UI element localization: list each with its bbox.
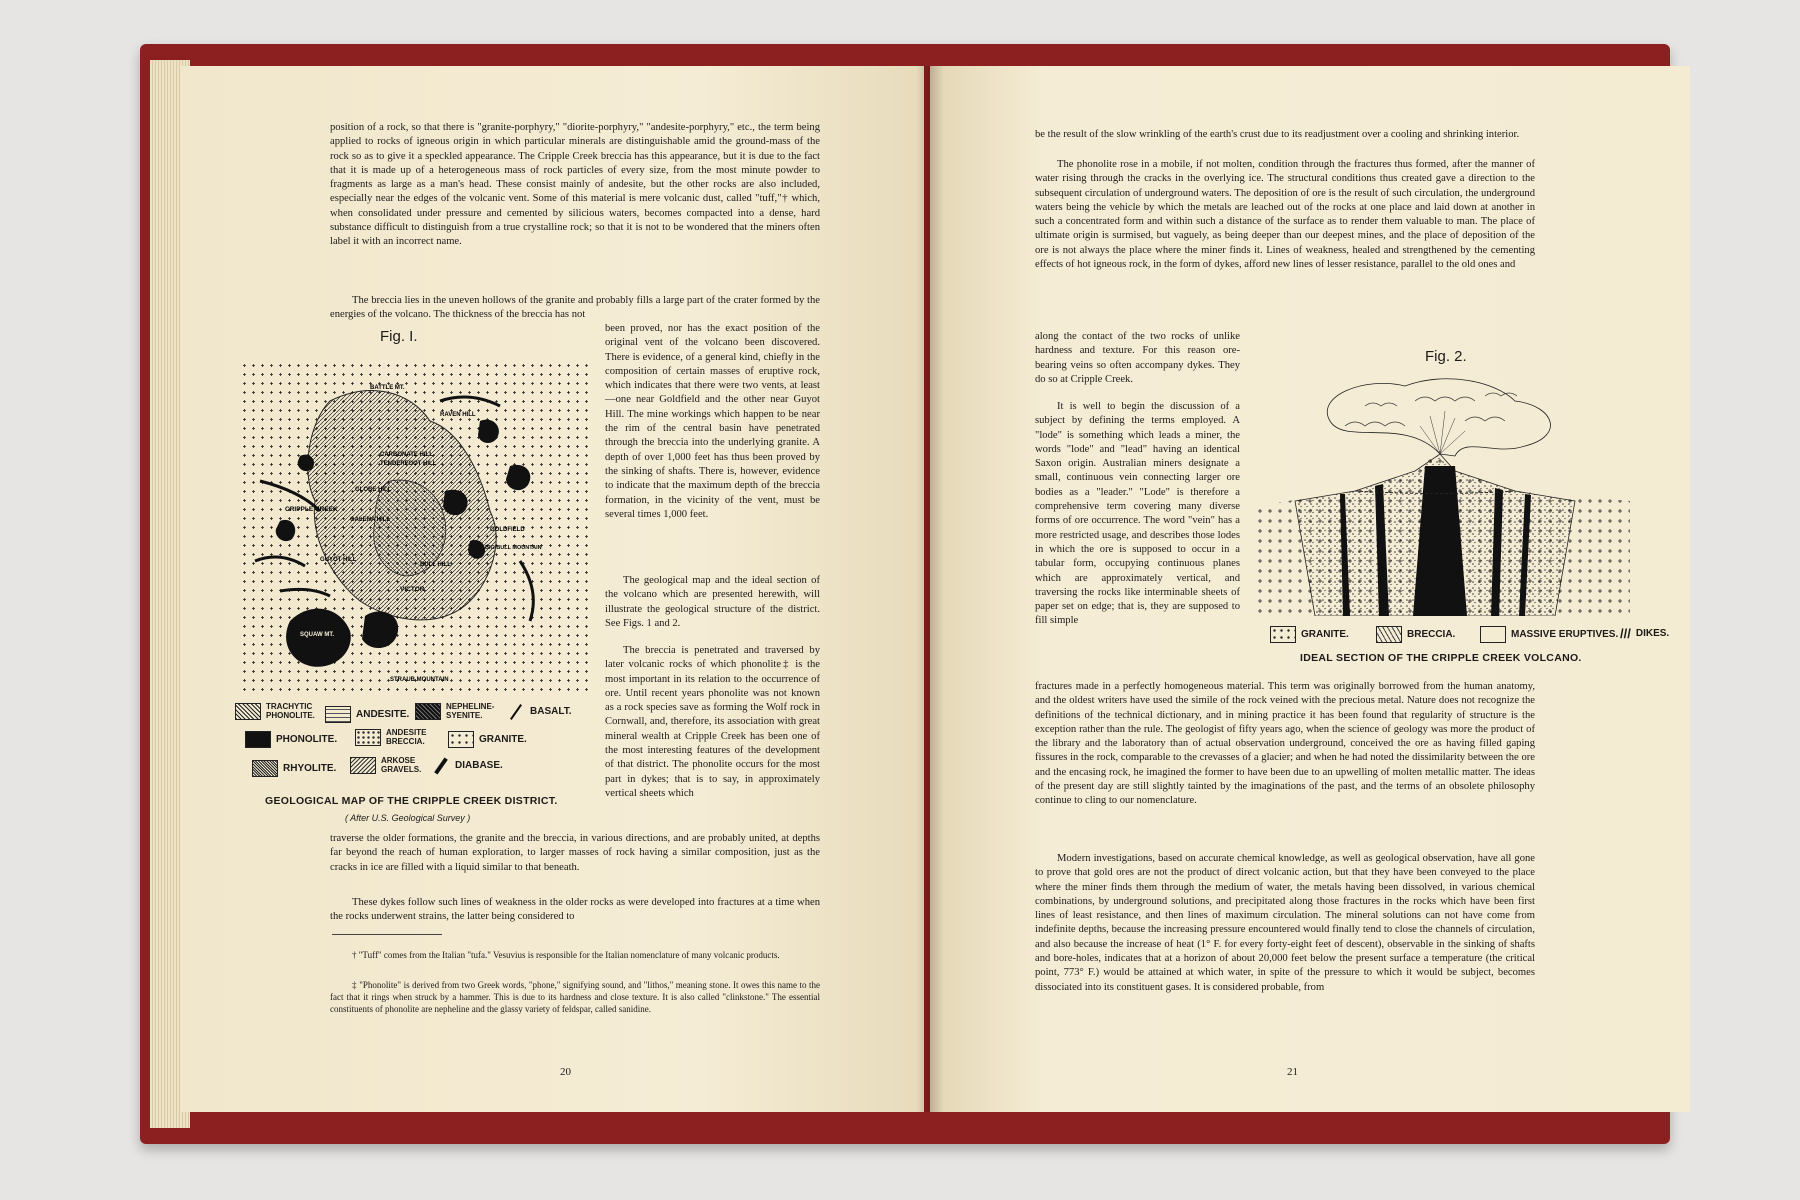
- map-label-straub: STRAUB MOUNTAIN: [390, 677, 449, 683]
- left-col-text-2: The geological map and the ideal section of the volcano which are presented herewith, will illustrate the geological structure of the district. See Figs. 1 and 2.: [605, 575, 820, 629]
- legend-andesite: ANDESITE.: [325, 706, 409, 723]
- fig2-caption: IDEAL SECTION OF THE CRIPPLE CREEK VOLCANO.: [1300, 652, 1582, 664]
- map-label-cripple-creek: CRIPPLE CREEK: [285, 506, 338, 513]
- legend-andesite-breccia: ANDESITE BRECCIA.: [355, 728, 434, 746]
- right-para-after: fractures made in a perfectly homogeneous material. This term was originally borrowed from the human anatomy, and the oldest writers have used the simile of the rock veined with the precious metal. Nature does not recognize the definitions of the technical dictionary, and in mining practice it has been found that regularity of structure is the exception rather than the rule. The geologist of fifty years ago, when the science of geology was more the product of the library and the laboratory than of actual observation underground, conceived the ore as having filled gaping fissures in the rock, comparable to the crevasses of a glacier; and when he had noted the dissimilarity between the ore and the encasing rock, he imagined the former to have been due to an upwelling of molten metallic matter. The ideas of the present day are still slightly tainted by the imaginations of the past, and the terms of an obsolete philosophy continue to cling to our nomenclature.: [1035, 681, 1535, 807]
- legend2-breccia: BRECCIA.: [1376, 626, 1455, 643]
- left-col-text-3: The breccia is penetrated and traversed by later volcanic rocks of which phonolite‡ is the most important in its relation to the occurrence of ore. Until recent years phonolite was not known as a rock species save as forming the Wolf rock in Cornwall, and, therefore, its association with great mineral wealth at Cripple Creek has been one of the most interesting features of the development of that district. The phonolite occurs for the most part in dykes; that is to say, in approximately vertical sheets which: [605, 645, 820, 799]
- legend2-massive: MASSIVE ERUPTIVES.: [1480, 626, 1618, 643]
- legend-rhyolite: RHYOLITE.: [252, 760, 336, 777]
- right-page: [930, 66, 1690, 1112]
- legend-granite: GRANITE.: [448, 731, 527, 748]
- legend2-dikes: /// DIKES.: [1620, 626, 1670, 641]
- legend2-granite: GRANITE.: [1270, 626, 1349, 643]
- map-label-carbonate: CARBONATE HILL: [380, 452, 433, 458]
- legend-nepheline: NEPHELINE-SYENITE.: [415, 702, 498, 720]
- footnote-phonolite: ‡ "Phonolite" is derived from two Greek words, "phone," signifying sound, and "lithos," meaning stone. It owes this name to the fact that it rings when struck by a hammer. This is due to its hardness and close texture. It is also called "clinkstone." The essential constituents of phonolite are nepheline and the glassy variety of feldspar, called sanidine.: [330, 980, 820, 1014]
- right-para-2: The phonolite rose in a mobile, if not molten, condition through the fractures thus formed, after the manner of water rising through the cracks in the overlying ice. The structural conditions thus created gave a direction to the subsequent circulation of underground waters. The deposition of ore is the result of such circulation, the underground waters being the vehicle by which the metals are leached out of the rocks at one place and laid down at another in such a concentrated form and within such a distance of the surface as to render them valuable to man. The place of ultimate origin is surmised, but vaguely, as being deeper than our deepest mines, and the place of deposition of the ore is not always the place where the miner finds it. Lines of weakness, healed and strengthened by the cementing effects of hot igneous rock, in the form of dykes, afford new lines of lesser resistance, parallel to the old ones and: [1035, 159, 1535, 271]
- left-para-dykes: These dykes follow such lines of weakness in the older rocks as were developed into fractures at a time when the rocks underwent strains, the latter being considered to: [330, 897, 820, 923]
- fig1-label: Fig. I.: [380, 328, 418, 345]
- footnote-rule: [332, 934, 442, 935]
- right-para-modern: Modern investigations, based on accurate chemical knowledge, as well as geological observation, have all gone to prove that gold ores are not the product of direct volcanic action, but that they have been conveyed to the place where the miner finds them through the medium of water, the metals having been dissolved, in various chemical combinations, by underground solutions, and precipitated along those fractures in the rocks which have been first lines of least resistance, and then lines of maximum circulation. The mineral solutions can not have come from indefinite depths, because the increasing pressure encountered would finally tend to close the channels of circulation, and also because the increase of heat (1° F. for every forty-eight feet of descent), observable in the sinking of shafts and bore-holes, indicates that at a horizon of about 20,000 feet below the present surface a temperature (the critical point, 773° F.) would be attained at which water, in spite of the pressure to which it would be subject, becomes dissociated into its constituent gases. It is considered probable, from: [1035, 853, 1535, 993]
- right-col-text-1: along the contact of the two rocks of unlike hardness and texture. For this reason ore-bearing veins so often accompany dykes. They do so at Cripple Creek.: [1035, 331, 1240, 385]
- legend-diabase: DIABASE.: [432, 760, 503, 771]
- left-col-text-1: been proved, nor has the exact position of the original vent of the volcano been discovered. There is evidence, of a general kind, chiefly in the composition of certain masses of eruptive rock, which indicates that there were two vents, at least—one near Goldfield and the other near Guyot Hill. The mine workings which happen to be near the rim of the central basin have penetrated through the breccia into the underlying granite. A depth of over 1,000 feet has thus been proved by the sinking of shafts. There is, however, evidence to indicate that the maximum depth of the breccia formation, in the vicinity of the vent, must be several times 1,000 feet.: [605, 323, 820, 520]
- right-para-1: be the result of the slow wrinkling of the earth's crust due to its readjustment over a cooling and shrinking interior.: [1035, 129, 1520, 140]
- map-label-tenderfoot: TENDERFOOT HILL: [380, 461, 437, 467]
- map-label-guyot: GUYOT HILL: [320, 557, 357, 563]
- map-label-galena: GALENA HILL: [350, 517, 391, 523]
- left-para-after: traverse the older formations, the granite and the breccia, in various directions, and are probably united, at depths far beyond the reach of human exploration, to larger masses of rock having a similar composition, just as the cracks in ice are filled with a liquid similar to that beneath.: [330, 833, 820, 873]
- map-label-goldfield: GOLDFIELD: [490, 527, 525, 533]
- map-label-battle-mt: BATTLE MT.: [370, 385, 405, 391]
- left-para-2: The breccia lies in the uneven hollows of the granite and probably fills a large part of the crater formed by the energies of the volcano. The thickness of the breccia has not: [330, 295, 820, 321]
- left-para-top: position of a rock, so that there is "granite-porphyry," "diorite-porphyry," "andesite-porphyry," etc., the term being applied to rocks of igneous origin in which particular minerals are distinguishable amid the ground-mass of the rock so as to give it a speckled appearance. The Cripple Creek breccia has this appearance, but it is due to the fact that it is made up of a heterogeneous mass of rock particles of every size, from the most minute powder to fragments as large as a man's head. These consist mainly of andesite, but the other rocks are also included, especially near the edges of the volcanic vent. Some of this material is mere volcanic dust, called "tuff,"† which, when consolidated under pressure and cemented by silicious waters, becomes compacted into a dense, hard substance difficult to distinguish from a true crystalline rock; so that it is not to be wondered that the miners often label it with an incorrect name.: [330, 122, 820, 248]
- geological-map: [240, 361, 590, 691]
- right-col-text-2: It is well to begin the discussion of a subject by defining the terms employed. A "lode" is something which leads a miner, the words "lode" and "lead" having an identical Saxon origin. Australian miners designate a small, continuous vein connecting larger ore bodies as a "leader." "Lode" is therefore a comprehensive term covering many diverse forms of ore occurrence. The word "vein" has a more restricted usage, and describes those lodes in which the ore is supposed to occur in a tabular form, occupying continuous planes which are approximately vertical, and traversing the rocks like interminable sheets of paper set on edge; that is, they are supposed to fill simple: [1035, 401, 1240, 627]
- map-label-raven-hill: RAVEN HILL: [440, 412, 476, 418]
- volcano-section: [1255, 376, 1630, 616]
- map-label-victor: VICTOR: [400, 586, 425, 593]
- left-page: [180, 66, 924, 1112]
- fig2-label: Fig. 2.: [1425, 348, 1467, 365]
- book-gutter: [916, 66, 944, 1112]
- map-label-big-bull: BIG BULL MOUNTAIN: [485, 545, 542, 551]
- legend-arkose: ARKOSE GRAVELS.: [350, 756, 427, 774]
- map-label-globe-hill: GLOBE HILL: [355, 487, 392, 493]
- left-page-number: 20: [560, 1066, 571, 1078]
- fig1-subcaption: ( After U.S. Geological Survey ): [345, 813, 471, 823]
- legend-phonolite: PHONOLITE.: [245, 731, 337, 748]
- legend-basalt: BASALT.: [507, 706, 571, 717]
- map-label-bull-hill: BULL HILL: [420, 562, 451, 568]
- map-label-squaw: SQUAW MT.: [300, 632, 334, 638]
- fig1-caption: GEOLOGICAL MAP OF THE CRIPPLE CREEK DISTRICT.: [265, 795, 558, 807]
- footnote-tuff: † "Tuff" comes from the Italian "tufa." Vesuvius is responsible for the Italian nomenclature of many volcanic products.: [352, 950, 780, 960]
- legend-trachytic: TRACHYTIC PHONOLITE.: [235, 702, 312, 720]
- right-page-number: 21: [1287, 1066, 1298, 1078]
